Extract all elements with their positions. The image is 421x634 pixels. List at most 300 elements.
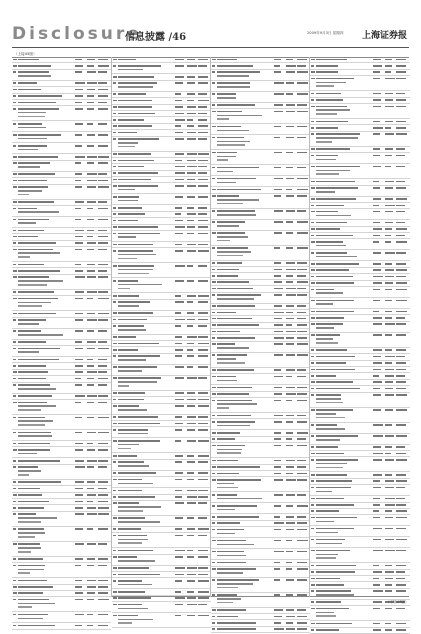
cell-text <box>113 65 116 67</box>
cell-text <box>98 276 108 278</box>
cell-text <box>373 300 380 302</box>
cell-text <box>198 349 208 351</box>
cell-text <box>373 356 381 358</box>
cell-text <box>13 466 16 468</box>
cell-text <box>13 432 16 434</box>
table-row <box>12 206 111 217</box>
cell-text <box>175 423 183 425</box>
cell-text <box>113 312 117 314</box>
cell-text <box>87 319 97 321</box>
cell-text <box>311 629 314 631</box>
cell-text <box>217 358 236 360</box>
cell-text <box>373 317 382 319</box>
cell-text <box>13 586 17 588</box>
cell-text <box>212 82 215 84</box>
cell-text <box>373 487 381 489</box>
cell-text <box>396 349 406 351</box>
cell-text <box>175 528 182 530</box>
cell-text <box>198 472 208 474</box>
cell-text <box>118 560 155 562</box>
cell-text <box>286 551 293 553</box>
cell-text <box>217 415 251 417</box>
table-row <box>12 217 111 228</box>
cell-text <box>385 571 394 573</box>
table-row <box>310 298 410 309</box>
cell-text <box>286 393 296 395</box>
cell-text <box>385 517 393 519</box>
cell-text <box>373 269 381 271</box>
cell-text <box>13 402 17 404</box>
cell-text <box>311 571 314 573</box>
cell-text <box>217 115 262 117</box>
cell-text <box>274 505 281 507</box>
cell-text <box>316 78 354 80</box>
table-row <box>310 526 410 537</box>
cell-text <box>18 409 41 411</box>
cell-text <box>198 132 208 134</box>
cell-text <box>311 608 315 610</box>
cell-text <box>18 173 55 175</box>
cell-text <box>18 580 47 582</box>
cell-text <box>198 550 208 552</box>
cell-text <box>373 510 379 512</box>
cell-text <box>373 565 379 567</box>
cell-text <box>286 137 294 139</box>
cell-text <box>175 461 182 463</box>
cell-text <box>316 578 340 580</box>
cell-text <box>98 219 108 221</box>
cell-text <box>316 205 344 207</box>
cell-text <box>396 362 406 364</box>
cell-text <box>118 597 151 599</box>
cell-text <box>98 625 108 627</box>
table-row <box>310 408 410 423</box>
table-column-1 <box>12 57 111 597</box>
cell-text <box>175 490 182 492</box>
cell-text <box>113 574 116 576</box>
cell-text <box>385 394 394 396</box>
cell-text <box>274 579 280 581</box>
cell-text <box>118 483 153 485</box>
cell-text <box>396 356 405 358</box>
cell-text <box>18 443 50 445</box>
table-row <box>310 485 410 496</box>
page-header <box>12 24 409 46</box>
cell-text <box>175 233 183 235</box>
cell-text <box>98 599 109 601</box>
cell-text <box>198 138 207 140</box>
cell-text <box>316 554 338 556</box>
cell-text <box>113 416 116 418</box>
cell-text <box>274 415 283 417</box>
cell-text <box>274 324 283 326</box>
cell-text <box>18 474 29 476</box>
cell-text <box>18 371 48 373</box>
cell-text <box>396 99 406 101</box>
cell-text <box>113 517 117 519</box>
cell-text <box>118 490 142 492</box>
cell-text <box>286 324 292 326</box>
cell-text <box>396 263 406 265</box>
cell-text <box>217 505 257 507</box>
cell-text <box>98 543 107 545</box>
table-row <box>310 132 410 147</box>
table-row <box>211 567 310 578</box>
cell-text <box>217 331 240 333</box>
cell-text <box>187 496 197 498</box>
cell-text <box>113 138 116 140</box>
cell-text <box>18 302 51 304</box>
cell-text <box>187 185 196 187</box>
cell-text <box>75 417 82 419</box>
cell-text <box>212 460 216 462</box>
cell-text <box>118 423 160 425</box>
cell-text <box>75 123 83 125</box>
cell-text <box>198 535 207 537</box>
cell-text <box>385 323 395 325</box>
cell-text <box>118 269 153 271</box>
cell-text <box>396 498 405 500</box>
cell-text <box>187 416 196 418</box>
cell-text <box>217 628 256 630</box>
table-row <box>112 231 211 242</box>
cell-text <box>75 264 81 266</box>
cell-text <box>385 252 395 254</box>
cell-text <box>118 284 162 286</box>
cell-text <box>118 510 143 512</box>
cell-text <box>212 210 215 212</box>
cell-text <box>18 507 44 509</box>
cell-text <box>113 429 116 431</box>
cell-text <box>187 550 193 552</box>
cell-text <box>98 558 108 560</box>
cell-text <box>98 371 107 373</box>
cell-text <box>18 284 47 286</box>
cell-text <box>18 470 41 472</box>
cell-text <box>175 405 184 407</box>
cell-text <box>297 616 307 618</box>
table-row <box>211 176 310 187</box>
cell-text <box>311 276 314 278</box>
cell-text <box>274 376 283 378</box>
cell-text <box>316 623 352 625</box>
cell-text <box>18 138 47 140</box>
cell-text <box>187 250 196 252</box>
table-row <box>310 393 410 408</box>
cell-text <box>98 89 108 91</box>
cell-text <box>373 148 380 150</box>
cell-text <box>175 312 181 314</box>
cell-text <box>311 211 315 213</box>
cell-text <box>385 578 393 580</box>
brand-title: Disclosure <box>12 24 142 44</box>
cell-text <box>217 498 262 500</box>
cell-text <box>311 539 314 541</box>
cell-text <box>118 220 138 222</box>
cell-text <box>175 580 182 582</box>
cell-text <box>274 262 281 264</box>
cell-text <box>187 196 195 198</box>
cell-text <box>385 629 392 631</box>
cell-text <box>98 134 108 136</box>
table-row <box>310 239 410 250</box>
cell-text <box>98 186 109 188</box>
cell-text <box>316 85 334 87</box>
table-row <box>211 293 310 304</box>
cell-text <box>396 334 406 336</box>
cell-text <box>113 76 117 78</box>
cell-text <box>297 331 307 333</box>
cell-text <box>373 222 380 224</box>
cell-text <box>286 369 295 371</box>
cell-text <box>98 417 109 419</box>
cell-text <box>98 341 107 343</box>
cell-text <box>13 558 16 560</box>
cell-text <box>373 78 380 80</box>
cell-text <box>113 472 116 474</box>
cell-text <box>98 145 108 147</box>
table-row <box>211 194 310 209</box>
cell-text <box>385 317 392 319</box>
cell-text <box>113 550 116 552</box>
cell-text <box>297 494 306 496</box>
cell-text <box>286 152 293 154</box>
cell-text <box>217 118 229 120</box>
cell-text <box>373 334 382 336</box>
header-rule <box>12 47 409 48</box>
cell-text <box>175 106 183 108</box>
cell-text <box>217 269 239 271</box>
cell-text <box>316 459 358 461</box>
cell-text <box>212 111 216 113</box>
cell-text <box>212 167 215 169</box>
cell-text <box>187 440 196 442</box>
cell-text <box>198 567 208 569</box>
cell-text <box>87 89 95 91</box>
cell-text <box>396 323 406 325</box>
cell-text <box>18 330 41 332</box>
cell-text <box>217 544 254 546</box>
table-row <box>310 209 410 220</box>
cell-text <box>13 384 16 386</box>
cell-text <box>13 270 17 272</box>
cell-text <box>118 608 148 610</box>
cell-text <box>274 275 281 277</box>
cell-text <box>75 89 83 91</box>
cell-text <box>18 123 42 125</box>
cell-text <box>217 152 237 154</box>
cell-text <box>396 181 405 183</box>
cell-text <box>274 387 282 389</box>
cell-text <box>13 145 16 147</box>
cell-text <box>118 455 137 457</box>
table-row <box>12 542 111 557</box>
cell-text <box>187 106 196 108</box>
cell-text <box>316 557 336 559</box>
cell-text <box>118 405 139 407</box>
cell-text <box>187 455 194 457</box>
cell-text <box>311 241 315 243</box>
cell-text <box>316 155 338 157</box>
cell-text <box>198 325 207 327</box>
cell-text <box>187 207 194 209</box>
table-row <box>211 165 310 176</box>
cell-text <box>198 399 209 401</box>
table-row <box>112 248 211 263</box>
table-row <box>12 161 111 172</box>
cell-text <box>212 104 215 106</box>
cell-text <box>311 106 315 108</box>
cell-text <box>87 507 96 509</box>
cell-text <box>75 330 83 332</box>
cell-text <box>175 132 183 134</box>
cell-text <box>311 498 315 500</box>
cell-text <box>311 578 315 580</box>
cell-text <box>98 123 107 125</box>
cell-text <box>118 166 144 168</box>
cell-text <box>113 399 116 401</box>
cell-text <box>18 256 30 258</box>
cell-text <box>175 93 181 95</box>
cell-text <box>98 180 108 182</box>
cell-text <box>175 591 181 593</box>
cell-text <box>373 198 381 200</box>
cell-text <box>212 466 216 468</box>
cell-text <box>316 292 343 294</box>
cell-text <box>297 167 306 169</box>
cell-text <box>187 113 196 115</box>
cell-text <box>217 602 233 604</box>
cell-text <box>286 189 292 191</box>
cell-text <box>396 539 407 541</box>
cell-text <box>118 448 131 450</box>
cell-text <box>175 325 181 327</box>
cell-text <box>311 228 315 230</box>
cell-text <box>373 59 381 61</box>
cell-text <box>274 318 282 320</box>
cell-text <box>385 608 392 610</box>
cell-text <box>87 59 95 61</box>
cell-text <box>373 504 380 506</box>
cell-text <box>217 421 255 423</box>
cell-text <box>311 205 314 207</box>
cell-text <box>274 460 281 462</box>
cell-text <box>316 106 347 108</box>
cell-text <box>217 473 239 475</box>
cell-text <box>217 460 238 462</box>
cell-text <box>311 459 314 461</box>
cell-text <box>217 71 260 73</box>
cell-text <box>13 580 16 582</box>
cell-text <box>286 305 294 307</box>
cell-text <box>118 236 136 238</box>
cell-text <box>113 226 117 228</box>
cell-text <box>187 502 196 504</box>
cell-text <box>13 395 16 397</box>
cell-text <box>297 622 307 624</box>
cell-text <box>212 331 216 333</box>
cell-text <box>13 543 17 545</box>
cell-text <box>316 133 360 135</box>
table-row <box>310 423 410 434</box>
cell-text <box>385 362 392 364</box>
cell-text <box>316 228 340 230</box>
cell-text <box>98 395 108 397</box>
cell-text <box>373 127 383 129</box>
cell-text <box>274 594 280 596</box>
cell-text <box>118 502 139 504</box>
cell-text <box>373 446 381 448</box>
cell-text <box>175 349 183 351</box>
cell-text <box>198 423 208 425</box>
cell-text <box>311 59 315 61</box>
cell-text <box>385 148 393 150</box>
issue-date: 2009年9月3日 星期四 <box>307 31 344 35</box>
cell-text <box>187 160 196 162</box>
cell-text <box>297 473 307 475</box>
cell-text <box>18 305 42 307</box>
cell-text <box>274 269 282 271</box>
cell-text <box>212 628 215 630</box>
cell-text <box>311 453 315 455</box>
cell-text <box>18 65 51 67</box>
cell-text <box>13 173 17 175</box>
cell-text <box>217 203 243 205</box>
cell-text <box>75 543 84 545</box>
cell-text <box>113 496 116 498</box>
cell-text <box>13 513 16 515</box>
cell-text <box>118 377 161 379</box>
cell-text <box>311 409 315 411</box>
cell-text <box>18 565 45 567</box>
cell-text <box>18 112 46 114</box>
cell-text <box>187 132 196 134</box>
cell-text <box>396 121 406 123</box>
cell-text <box>18 252 60 254</box>
cell-text <box>316 187 358 189</box>
cell-text <box>13 488 16 490</box>
cell-text <box>385 435 394 437</box>
cell-text <box>18 359 59 361</box>
cell-text <box>75 186 82 188</box>
cell-text <box>87 432 96 434</box>
cell-text <box>18 108 59 110</box>
cell-text <box>316 342 338 344</box>
cell-text <box>75 371 83 373</box>
cell-text <box>311 99 314 101</box>
cell-text <box>385 590 392 592</box>
cell-text <box>187 615 195 617</box>
cell-text <box>316 498 344 500</box>
cell-text <box>98 156 109 158</box>
cell-text <box>385 263 392 265</box>
cell-text <box>113 535 116 537</box>
cell-text <box>316 71 338 73</box>
cell-text <box>18 145 47 147</box>
cell-text <box>175 265 185 267</box>
cell-text <box>18 95 62 97</box>
cell-text <box>18 551 31 553</box>
table-row <box>211 492 310 503</box>
cell-text <box>118 125 152 127</box>
cell-text <box>217 156 236 158</box>
cell-text <box>217 609 246 611</box>
cell-text <box>316 362 346 364</box>
cell-text <box>396 584 406 586</box>
cell-text <box>311 504 314 506</box>
cell-text <box>274 167 281 169</box>
cell-text <box>75 313 83 315</box>
